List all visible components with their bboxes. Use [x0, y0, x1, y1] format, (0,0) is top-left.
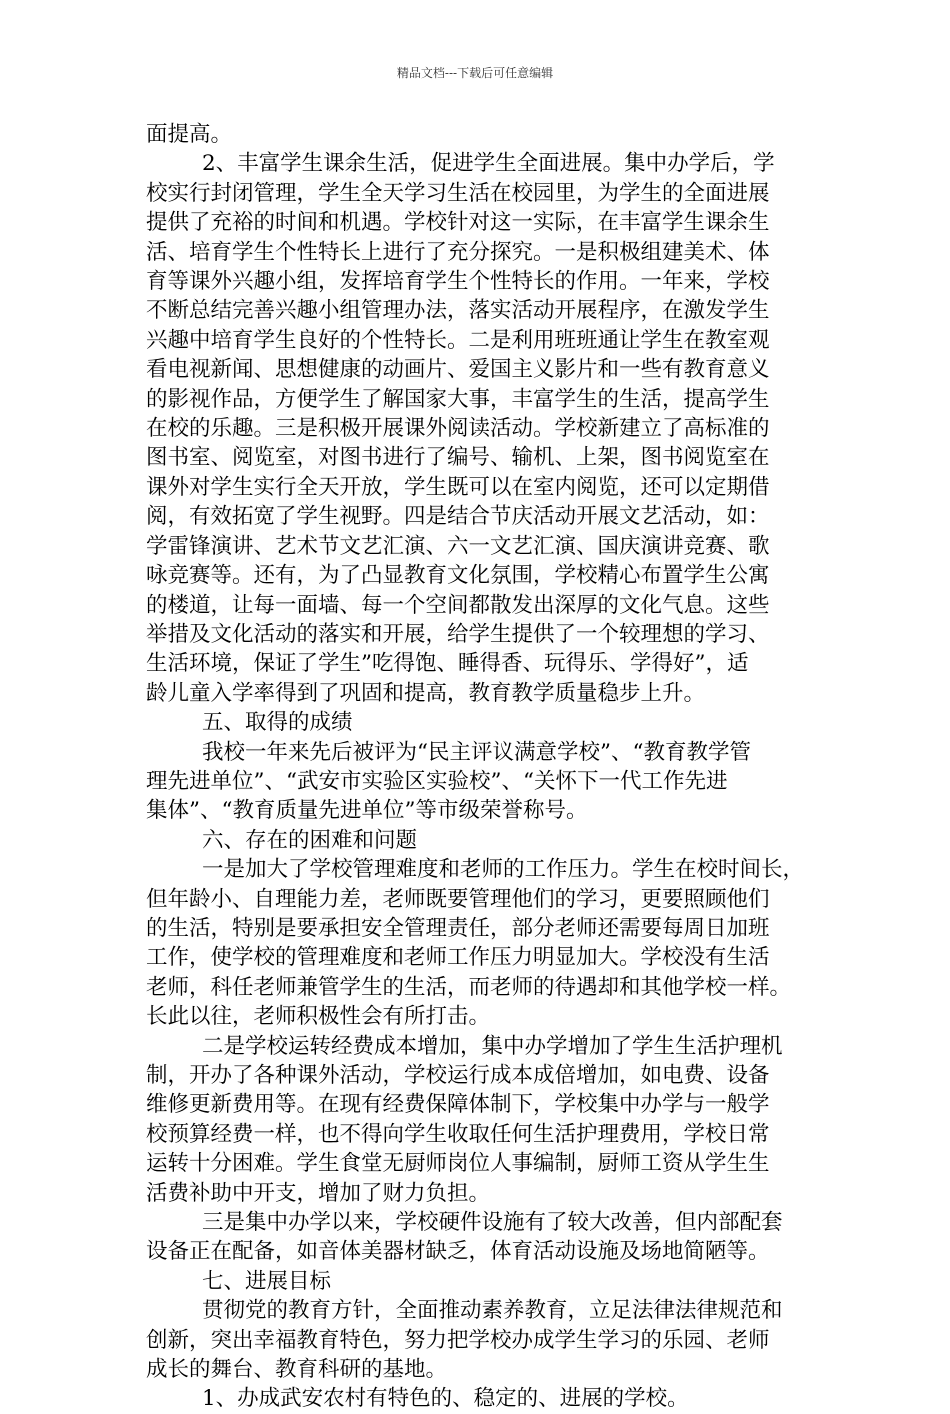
- text-line: 七、进展目标: [202, 1268, 332, 1294]
- text-line: 设备正在配备，如音体美器材缺乏，体育活动设施及场地简陋等。: [146, 1239, 770, 1265]
- text-line: 集体”、“教育质量先进单位”等市级荣誉称号。: [146, 798, 588, 824]
- page-header: 精品文档---下载后可任意编辑: [396, 66, 554, 80]
- text-line: 理先进单位”、“武安市实验区实验校”、“关怀下一代工作先进: [146, 768, 728, 794]
- text-line: 五、取得的成绩: [202, 710, 353, 736]
- text-line: 创新，突出幸福教育特色，努力把学校办成学生学习的乐园、老师: [146, 1327, 770, 1353]
- text-line: 1、办成武安农村有特色的、稳定的、进展的学校。: [202, 1386, 689, 1412]
- text-line: 阅，有效拓宽了学生视野。四是结合节庆活动开展文艺活动，如：: [146, 504, 770, 530]
- text-line: 校实行封闭管理，学生全天学习生活在校园里，为学生的全面进展: [146, 180, 770, 206]
- text-line: 长此以往，老师积极性会有所打击。: [146, 1004, 491, 1030]
- text-line: 成长的舞台、教育科研的基地。: [146, 1357, 448, 1383]
- text-line: 校预算经费一样，也不得向学生收取任何生活护理费用，学校日常: [146, 1121, 770, 1147]
- text-line: 学雷锋演讲、艺术节文艺汇演、六一文艺汇演、国庆演讲竞赛、歌: [146, 533, 770, 559]
- text-line: 举措及文化活动的落实和开展，给学生提供了一个较理想的学习、: [146, 621, 770, 647]
- text-line: 课外对学生实行全天开放，学生既可以在室内阅览，还可以定期借: [146, 474, 770, 500]
- text-line: 老师，科任老师兼管学生的生活，而老师的待遇却和其他学校一样。: [146, 974, 792, 1000]
- text-line: 咏竞赛等。还有，为了凸显教育文化氛围，学校精心布置学生公寓: [146, 563, 770, 589]
- text-line: 但年龄小、自理能力差，老师既要管理他们的学习，更要照顾他们: [146, 886, 770, 912]
- text-line: 2、丰富学生课余生活，促进学生全面进展。集中办学后，学: [202, 151, 775, 177]
- text-line: 活、培育学生个性特长上进行了充分探究。一是积极组建美术、体: [146, 239, 770, 265]
- text-line: 育等课外兴趣小组，发挥培育学生个性特长的作用。一年来，学校: [146, 269, 770, 295]
- text-line: 活费补助中开支，增加了财力负担。: [146, 1180, 491, 1206]
- text-line: 维修更新费用等。在现有经费保障体制下，学校集中办学与一般学: [146, 1092, 770, 1118]
- text-line: 六、存在的困难和问题: [202, 827, 418, 853]
- text-line: 在校的乐趣。三是积极开展课外阅读活动。学校新建立了高标准的: [146, 416, 770, 442]
- text-line: 生活环境，保证了学生”吃得饱、睡得香、玩得乐、学得好”，适: [146, 651, 749, 677]
- text-line: 的楼道，让每一面墙、每一个空间都散发出深厚的文化气息。这些: [146, 592, 770, 618]
- document-body: [146, 120, 814, 1414]
- text-line: 不断总结完善兴趣小组管理办法，落实活动开展程序，在激发学生: [146, 298, 770, 324]
- text-line: 运转十分困难。学生食堂无厨师岗位人事编制，厨师工资从学生生: [146, 1151, 770, 1177]
- text-line: 图书室、阅览室，对图书进行了编号、输机、上架，图书阅览室在: [146, 445, 770, 471]
- text-line: 面提高。: [146, 122, 233, 147]
- text-line: 贯彻党的教育方针，全面推动素养教育，立足法律法律规范和: [202, 1298, 783, 1324]
- text-line: 三是集中办学以来，学校硬件设施有了较大改善，但内部配套: [202, 1210, 783, 1236]
- text-line: 看电视新闻、思想健康的动画片、爱国主义影片和一些有教育意义: [146, 357, 770, 383]
- text-line: 的影视作品，方便学生了解国家大事，丰富学生的生活，提高学生: [146, 386, 770, 412]
- text-line: 的生活，特别是要承担安全管理责任，部分老师还需要每周日加班: [146, 915, 770, 941]
- text-line: 兴趣中培育学生良好的个性特长。二是利用班班通让学生在教室观: [146, 327, 770, 353]
- text-line: 龄儿童入学率得到了巩固和提高，教育教学质量稳步上升。: [146, 680, 706, 706]
- text-line: 二是学校运转经费成本增加，集中办学增加了学生生活护理机: [202, 1033, 783, 1059]
- text-line: 一是加大了学校管理难度和老师的工作压力。学生在校时间长，: [202, 857, 805, 883]
- text-line: 制，开办了各种课外活动，学校运行成本成倍增加，如电费、设备: [146, 1063, 770, 1088]
- text-line: 我校一年来先后被评为“民主评议满意学校”、“教育教学管: [202, 739, 751, 765]
- text-line: 提供了充裕的时间和机遇。学校针对这一实际，在丰富学生课余生: [146, 210, 770, 236]
- text-line: 工作，使学校的管理难度和老师工作压力明显加大。学校没有生活: [146, 945, 770, 971]
